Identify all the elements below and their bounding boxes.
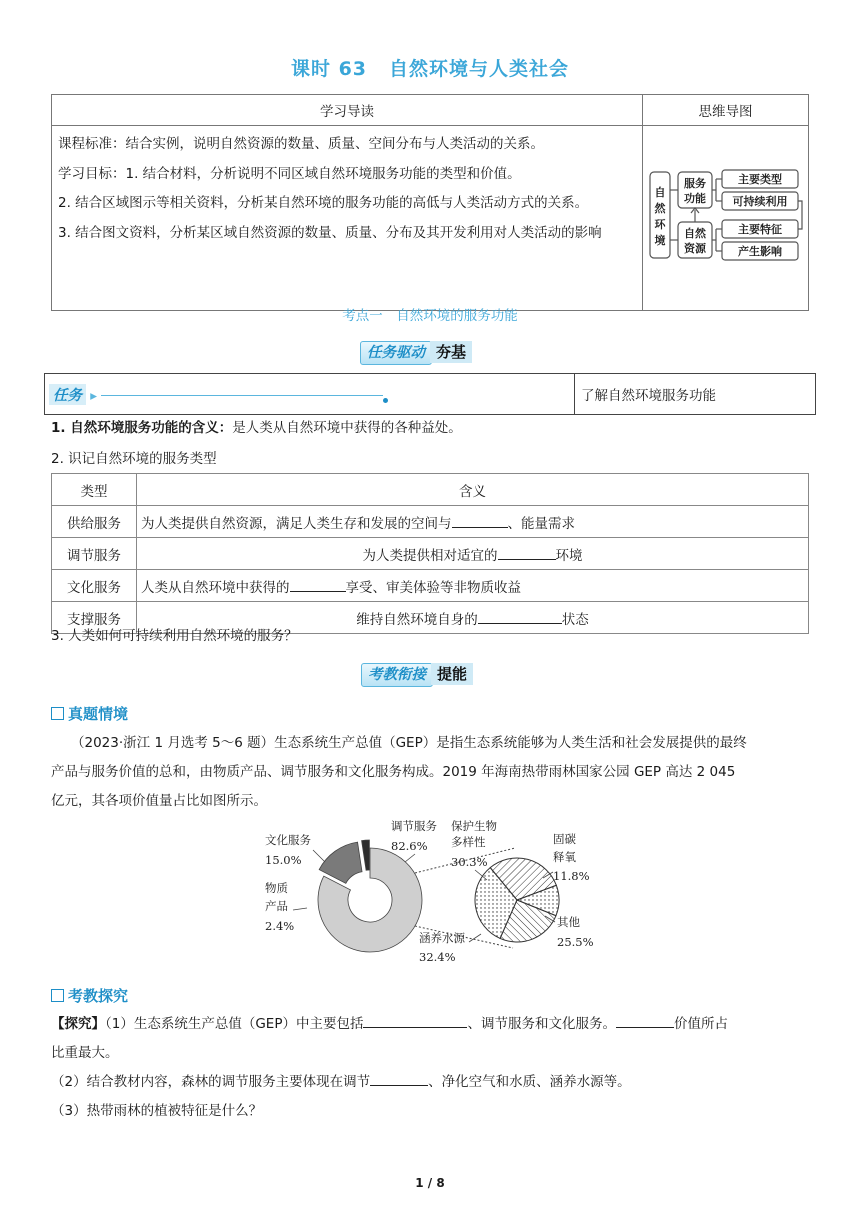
task-description: 了解自然环境服务功能 — [575, 374, 816, 415]
label-biodiversity-1: 保护生物 — [451, 819, 497, 833]
label-material-2: 产品 — [265, 899, 288, 913]
checkbox-icon — [51, 707, 64, 720]
label-water: 涵养水源 — [419, 931, 465, 945]
intro-paragraph — [51, 729, 811, 758]
explore-paragraph — [51, 1010, 811, 1126]
task-tag: 任务 — [49, 384, 86, 405]
mindmap-root-1: 自 — [654, 186, 665, 199]
section-title: 考教探究 — [68, 987, 129, 1005]
row-type: 支撑服务 — [52, 602, 137, 634]
task-banner-tag: 任务驱动 — [360, 341, 432, 365]
answer-blank[interactable] — [478, 609, 562, 624]
mindmap-leaf1: 主要类型 — [737, 173, 782, 186]
course-standard: 课程标准：结合实例，说明自然资源的数量、质量、空间分布与人类活动的关系。 — [58, 136, 544, 152]
answer-blank[interactable] — [616, 1013, 674, 1028]
label-culture: 文化服务 — [265, 833, 311, 847]
section-real-exam — [51, 703, 128, 724]
mindmap-root-2: 然 — [654, 202, 665, 215]
answer-blank[interactable] — [290, 577, 346, 592]
explore-line-2: 比重最大。 — [51, 1045, 119, 1061]
value-material: 2.4% — [265, 919, 295, 933]
value-biodiversity: 30.3% — [451, 855, 488, 869]
service-types-table — [51, 473, 809, 634]
value-carbon: 11.8% — [553, 869, 590, 883]
label-carbon-2: 释氧 — [553, 850, 576, 864]
mindmap-cell — [643, 126, 809, 311]
page-number: 1 / 8 — [415, 1176, 445, 1190]
exam-banner — [361, 663, 473, 687]
learning-goal-2: 2. 结合区域图示等相关资料，分析某自然环境的服务功能的高低与人类活动方式的关系。 — [58, 195, 589, 211]
mindmap-branch2-b: 资源 — [683, 242, 706, 255]
mindmap-diagram — [646, 166, 806, 266]
mindmap-root-4: 境 — [654, 234, 665, 247]
lesson-title: 自然环境与人类社会 — [389, 58, 570, 80]
guide-content — [52, 126, 643, 311]
row-type: 调节服务 — [52, 538, 137, 570]
table-row — [52, 506, 809, 538]
exam-point-heading: 考点一 自然环境的服务功能 — [342, 308, 518, 324]
question-3: 3. 人类如何可持续利用自然环境的服务？ — [51, 628, 298, 644]
intro-line: 亿元，其各项价值量占比如图所示。 — [51, 793, 267, 809]
intro-line: 产品与服务价值的总和，由物质产品、调节服务和文化服务构成。2019 年海南热带雨林国家公园 GEP 高达 2 045 — [51, 764, 736, 780]
row-meaning: 维持自然环境自身的 状态 — [137, 602, 809, 634]
mindmap-branch1-a: 服务 — [683, 177, 706, 190]
task-line — [101, 395, 383, 396]
label-material-1: 物质 — [265, 881, 288, 895]
explore-line-3: （2）结合教材内容，森林的调节服务主要体现在调节 、净化空气和水质、涵养水源等。 — [51, 1068, 811, 1097]
value-water: 32.4% — [419, 950, 456, 964]
mindmap-root-3: 环 — [654, 218, 665, 231]
checkbox-icon — [51, 989, 64, 1002]
mindmap-leaf3: 主要特征 — [737, 223, 782, 236]
mindmap-branch1-b: 功能 — [683, 192, 706, 205]
row-meaning: 为人类提供自然资源，满足人类生存和发展的空间与 、能量需求 — [137, 506, 809, 538]
guide-header: 学习导读 — [52, 95, 643, 126]
mindmap-leaf4: 产生影响 — [737, 245, 782, 258]
row-type: 文化服务 — [52, 570, 137, 602]
table-row — [52, 570, 809, 602]
col-header-meaning: 含义 — [137, 474, 809, 506]
value-culture: 15.0% — [265, 853, 302, 867]
value-regulate: 82.6% — [391, 839, 428, 853]
exam-banner-tag: 考教衔接 — [361, 663, 433, 687]
task-banner-text: 夯基 — [430, 341, 472, 363]
section-explore — [51, 985, 128, 1006]
mindmap-header: 思维导图 — [643, 95, 809, 126]
gep-chart — [255, 818, 605, 970]
answer-blank[interactable] — [498, 545, 556, 560]
task-dot-icon — [383, 398, 388, 403]
answer-blank[interactable] — [370, 1071, 428, 1086]
learning-goal-1: 学习目标：1. 结合材料，分析说明不同区域自然环境服务功能的类型和价值。 — [58, 165, 521, 182]
row-meaning: 人类从自然环境中获得的 享受、审美体验等非物质收益 — [137, 570, 809, 602]
label-biodiversity-2: 多样性 — [451, 835, 486, 849]
q1-num: 1 — [51, 420, 61, 436]
q1-text: 是人类从自然环境中获得的各种益处。 — [232, 420, 462, 436]
answer-blank[interactable] — [452, 513, 508, 528]
task-cell-left — [45, 374, 575, 415]
exam-banner-text: 提能 — [431, 663, 473, 685]
question-2: 2. 识记自然环境的服务类型 — [51, 451, 217, 467]
label-other: 其他 — [557, 915, 580, 929]
row-type: 供给服务 — [52, 506, 137, 538]
pie-chart — [475, 858, 559, 942]
lesson-number: 课时 63 — [290, 58, 368, 80]
value-other: 25.5% — [557, 935, 594, 949]
answer-blank[interactable] — [363, 1013, 467, 1028]
donut-slice — [362, 840, 370, 870]
task-table — [44, 373, 816, 415]
q1-lead: . 自然环境服务功能的含义： — [60, 420, 233, 436]
study-guide-table — [51, 94, 809, 311]
section-title: 真题情境 — [68, 705, 129, 723]
table-row — [52, 538, 809, 570]
task-banner — [360, 341, 472, 365]
page-title — [0, 54, 860, 81]
explore-line-1: 【探究】（1）生态系统生产总值（GEP）中主要包括 、调节服务和文化服务。 价值所占 — [51, 1010, 811, 1039]
intro-paragraph-2 — [51, 758, 811, 816]
label-carbon-1: 固碳 — [553, 832, 576, 846]
intro-line: （2023·浙江 1 月选考 5～6 题）生态系统生产总值（GEP）是指生态系统能够为人类生活和社会发展提供的最终 — [71, 735, 747, 751]
label-regulate: 调节服务 — [391, 819, 437, 833]
learning-goal-3: 3. 结合图文资料，分析某区域自然资源的数量、质量、分布及其开发利用对人类活动的影响 — [58, 224, 602, 241]
mindmap-branch2-a: 自然 — [683, 227, 706, 240]
explore-line-4: （3）热带雨林的植被特征是什么？ — [51, 1103, 263, 1119]
mindmap-leaf2: 可持续利用 — [732, 195, 787, 208]
task-arrow-icon: ▸ — [90, 387, 98, 404]
row-meaning: 为人类提供相对适宜的 环境 — [137, 538, 809, 570]
col-header-type: 类型 — [52, 474, 137, 506]
donut-chart — [318, 840, 422, 952]
question-1 — [51, 416, 462, 436]
